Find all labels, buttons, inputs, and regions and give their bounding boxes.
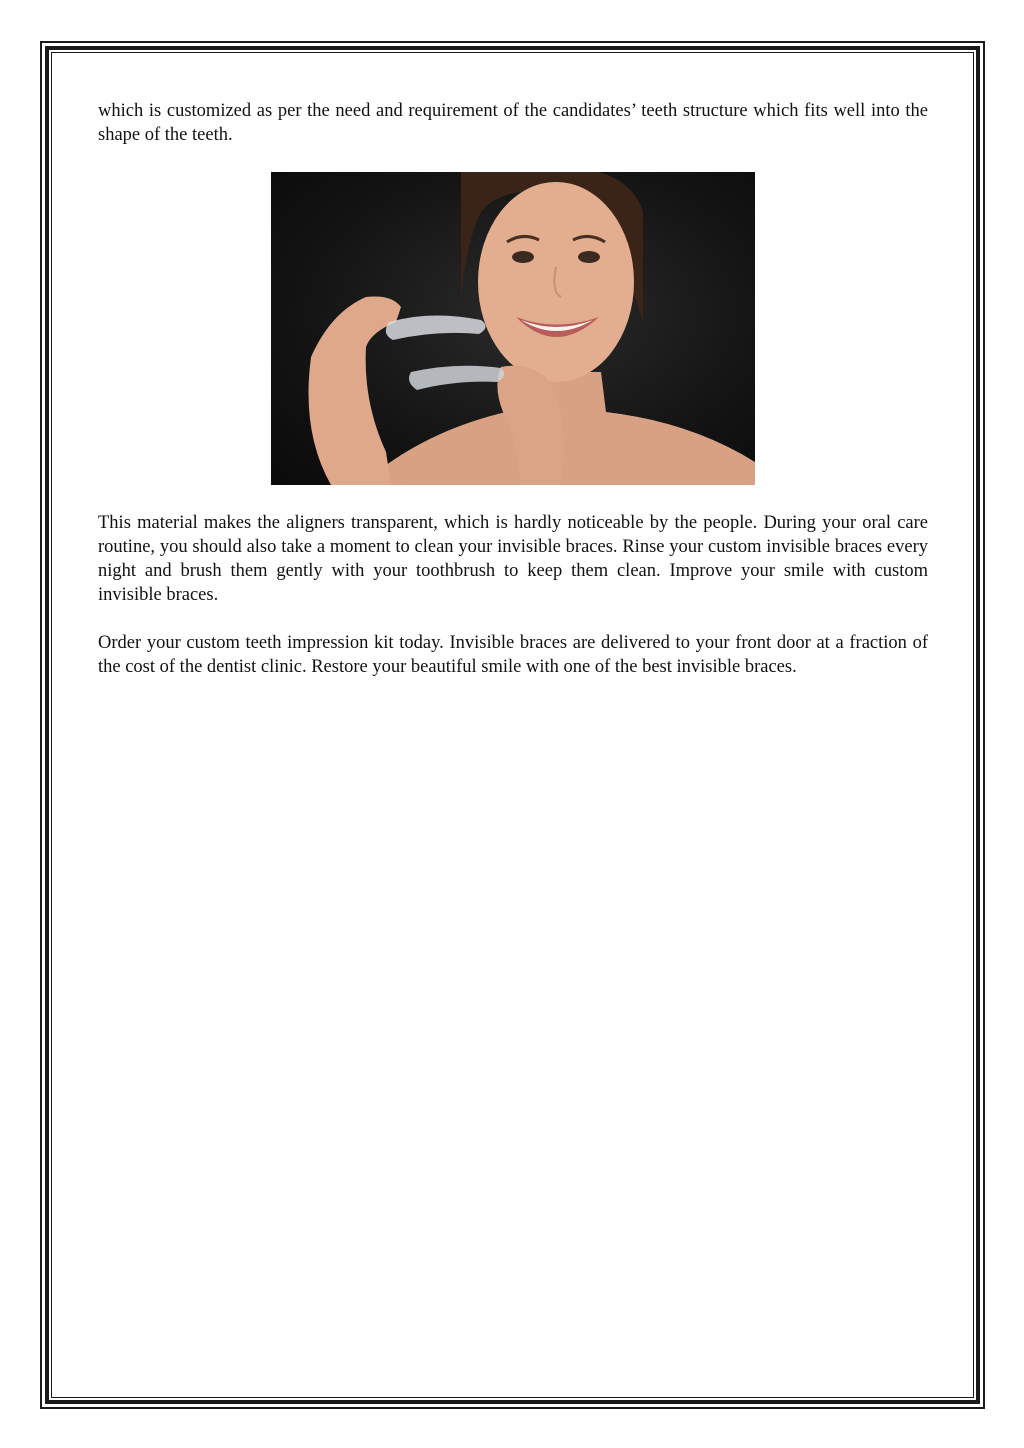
face-shape bbox=[478, 182, 634, 382]
right-eye bbox=[578, 251, 600, 263]
upper-aligner bbox=[386, 315, 486, 340]
paragraph-order: Order your custom teeth impression kit today. Invisible braces are delivered to your front door at a fraction of the cost of the dentist clinic. Restore your beautiful smile with one of the best invisible braces. bbox=[98, 633, 928, 677]
photo-illustration bbox=[271, 172, 755, 485]
document-body bbox=[98, 99, 928, 679]
lower-aligner bbox=[409, 366, 504, 390]
paragraph-material: This material makes the aligners transparent, which is hardly noticeable by the people. During your oral care routine, you should also take a moment to clean your invisible braces. Rinse your custom invisible braces every night and brush them gently with your toothbrush to keep them clean. Improve your smile with custom invisible braces. bbox=[98, 513, 928, 605]
paragraph-intro: which is customized as per the need and requirement of the candidates’ teeth structure which fits well into the shape of the teeth. bbox=[98, 101, 928, 145]
left-eye bbox=[512, 251, 534, 263]
woman-holding-aligners-photo bbox=[271, 172, 755, 485]
left-hand-shape bbox=[309, 296, 402, 485]
